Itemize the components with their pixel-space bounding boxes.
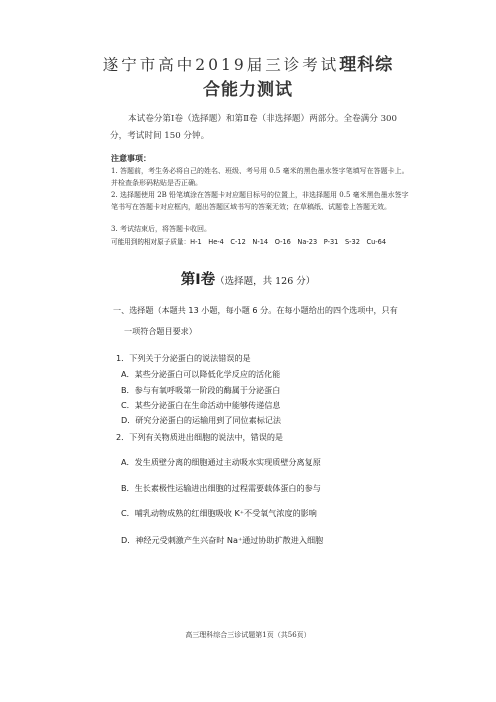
- note-item-1: [111, 166, 411, 189]
- question-1-option-b: B．参与有氧呼吸第一阶段的酶属于分泌蛋白: [121, 385, 281, 395]
- note-text: 考试结束后，将答题卡收回。: [120, 225, 211, 233]
- intro-paragraph: 本试卷分第Ⅰ卷（选择题）和第Ⅱ卷（非选择题）两部分。全卷满分 300 分，考试时间 150 分钟。: [110, 114, 397, 141]
- note-number: 2.: [111, 191, 118, 199]
- section-roman: Ⅰ: [195, 272, 201, 288]
- question-2-option-a: A．发生质壁分离的细胞通过主动吸水实现质壁分离复原: [121, 457, 321, 467]
- section-heading: [0, 268, 496, 289]
- question-2-option-c: C．哺乳动物成熟的红细胞吸收 K⁺不受氧气浓度的影响: [121, 508, 317, 518]
- section-suffix: 卷: [200, 272, 216, 288]
- note-number: 1.: [111, 167, 118, 175]
- section-prefix: 第: [180, 272, 196, 288]
- exam-title-prefix: 遂宁市高中2019届三诊考试: [102, 56, 340, 74]
- question-1-option-c: C．某些分泌蛋白在生命活动中能够传递信息: [121, 400, 281, 410]
- note-text: 选择题使用 2B 铅笔填涂在答题卡对应题目标号的位置上，非选择题用 0.5 毫米黑色墨水签字笔书写在答题卡对应框内，超出答题区域书写的答案无效；在草稿纸、试题卷上答题无效。: [111, 191, 409, 211]
- page-footer: 高三理科综合三诊试题第1页（共56页）: [185, 631, 311, 639]
- question-2-option-d: D．神经元受刺激产生兴奋时 Na⁺通过协助扩散进入细胞: [121, 535, 324, 545]
- note-item-2: [111, 190, 411, 213]
- exam-title-line1: [0, 50, 496, 75]
- exam-title-suffix: 理科综: [339, 55, 394, 75]
- question-2-option-b: B．生长素极性运输进出细胞的过程需要载体蛋白的参与: [121, 483, 321, 493]
- instruction-line-2: 一项符合题目要求）: [124, 326, 197, 336]
- instruction-line-1: 一、选择题（本题共 13 小题，每小题 6 分。在每小题给出的四个选项中，只有: [113, 305, 398, 315]
- question-1-stem: 1．下列关于分泌蛋白的说法错误的是: [116, 353, 251, 363]
- question-2-stem: 2．下列有关物质进出细胞的说法中，错误的是: [116, 432, 284, 442]
- section-note: （选择题，共 126 分）: [215, 276, 316, 287]
- exam-title-line2: 合能力测试: [203, 80, 293, 100]
- question-1-option-a: A．某些分泌蛋白可以降低化学反应的活化能: [121, 369, 281, 379]
- note-text: 答题前，考生务必将自己的姓名、班级、考号用 0.5 毫米的黑色墨水签字笔填写在答题卡上。并检查条形码粘贴是否正确。: [111, 167, 409, 187]
- atomic-mass-line: 可能用到的相对原子质量：H-1 He-4 C-12 N-14 O-16 Na-23 P-31 S-32 Cu-64: [111, 238, 387, 246]
- notes-title: 注意事项：: [111, 153, 151, 163]
- question-1-option-d: D．研究分泌蛋白的运输用到了同位素标记法: [121, 415, 282, 425]
- note-item-3: [111, 224, 411, 236]
- note-number: 3.: [111, 225, 118, 233]
